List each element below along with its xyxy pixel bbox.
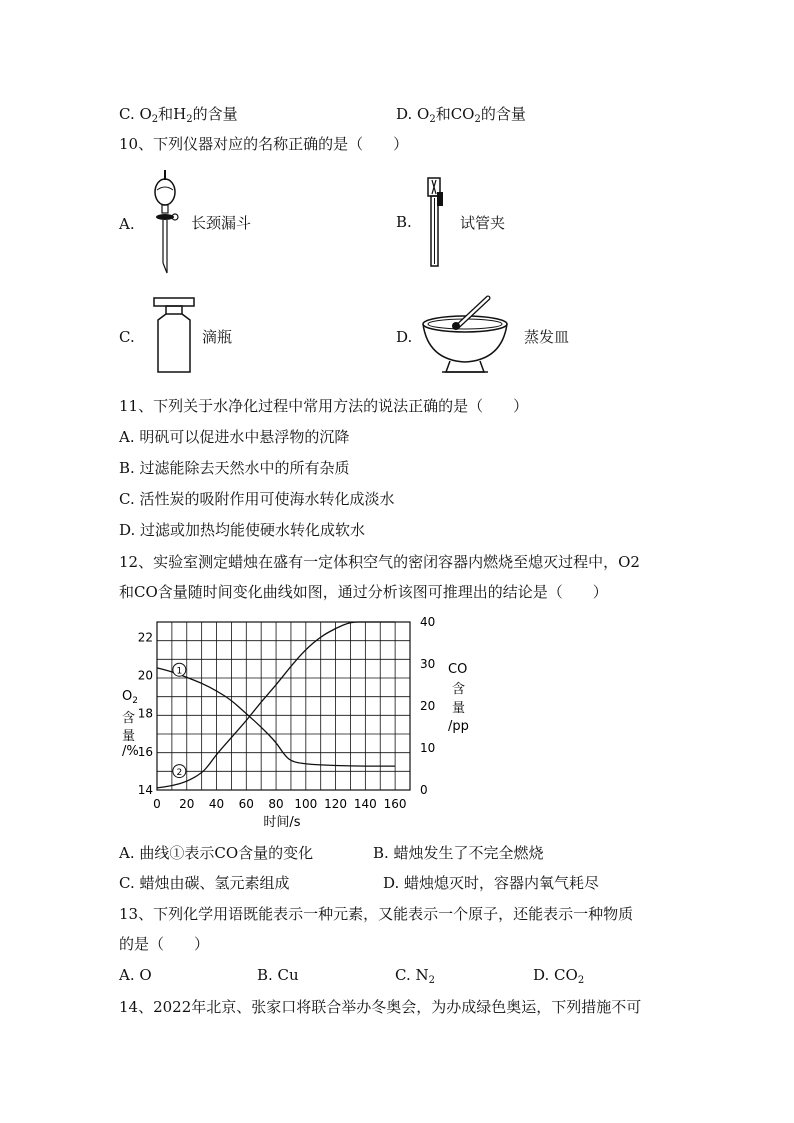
q10-option-c-name: 滴瓶 — [202, 328, 233, 346]
q10-option-d-letter: D. — [396, 328, 413, 346]
q12-option-d: D. 蜡烛熄灭时，容器内氧气耗尽 — [383, 874, 600, 892]
series-marker-label: 1 — [176, 666, 183, 677]
x-tick-label: 20 — [179, 797, 195, 811]
q13-option-d: D. $CO_2$ — [533, 966, 585, 986]
y-axis-right-label — [448, 662, 469, 734]
q13-option-a: A. O — [119, 966, 152, 984]
x-tick-label: 120 — [324, 797, 348, 811]
x-tick-label: 100 — [294, 797, 318, 811]
q13-stem-line2: 的是（ ） — [119, 935, 210, 953]
q9-option-d: D. $O_2$和$CO_2$的含量 — [396, 105, 526, 125]
test-tube-clamp-icon — [424, 176, 446, 268]
chart-grid — [157, 622, 410, 790]
q10-option-a-letter: A. — [119, 215, 135, 233]
svg-text:CO: CO — [448, 662, 468, 677]
svg-text:/%: /% — [122, 744, 139, 759]
q12-stem-line2: 和CO含量随时间变化曲线如图，通过分析该图可推理出的结论是（ ） — [119, 583, 608, 601]
svg-text:量: 量 — [452, 701, 466, 716]
q12-stem-line1: 12、实验室测定蜡烛在盛有一定体积空气的密闭容器内燃烧至熄灭过程中，O2 — [119, 553, 640, 571]
q10-option-b-name: 试管夹 — [460, 214, 506, 232]
y-left-tick-label: 14 — [137, 783, 153, 797]
q11-option-d: D. 过滤或加热均能使硬水转化成软水 — [119, 521, 366, 539]
q11-option-b: B. 过滤能除去天然水中的所有杂质 — [119, 459, 350, 477]
x-tick-label: 140 — [353, 797, 377, 811]
x-tick-label: 80 — [268, 797, 284, 811]
svg-text:含: 含 — [452, 682, 466, 697]
q12-option-c: C. 蜡烛由碳、氢元素组成 — [119, 874, 290, 892]
x-axis-label: 时间/s — [263, 815, 301, 830]
y-left-tick-label: 20 — [137, 668, 153, 683]
o2-co-content-chart — [110, 612, 490, 834]
q11-option-c: C. 活性炭的吸附作用可使海水转化成淡水 — [119, 490, 395, 508]
q9-option-c: C. $O_2$和$H_2$的含量 — [119, 105, 238, 125]
x-tick-label: 60 — [238, 797, 254, 811]
x-tick-label: 0 — [153, 797, 161, 811]
q11-stem: 11、下列关于水净化过程中常用方法的说法正确的是（ ） — [119, 397, 529, 415]
q12-option-a: A. 曲线①表示CO含量的变化 — [119, 844, 314, 862]
q12-option-b: B. 蜡烛发生了不完全燃烧 — [373, 844, 544, 862]
separatory-funnel-icon — [145, 168, 185, 276]
svg-text:含: 含 — [122, 711, 136, 726]
q10-option-b-letter: B. — [396, 213, 412, 231]
svg-text:量: 量 — [122, 729, 136, 744]
plot-frame — [157, 622, 410, 790]
q13-option-b: B. Cu — [257, 966, 299, 984]
q10-option-c-letter: C. — [119, 328, 135, 346]
y-right-tick-label: 20 — [420, 699, 436, 713]
y-left-tick-label: 18 — [137, 706, 153, 721]
x-tick-label: 40 — [208, 797, 225, 811]
q13-stem-line1: 13、下列化学用语既能表示一种元素，又能表示一个原子，还能表示一种物质 — [119, 905, 634, 923]
y-right-tick-label: 10 — [420, 741, 436, 755]
x-tick-label: 160 — [383, 797, 407, 811]
q10-stem: 10、下列仪器对应的名称正确的是（ ） — [119, 135, 409, 153]
q13-option-c: C. $N_2$ — [395, 966, 435, 986]
q11-option-a: A. 明矾可以促进水中悬浮物的沉降 — [119, 428, 350, 446]
wide-mouth-bottle-icon — [150, 296, 200, 376]
y-left-tick-label: 16 — [137, 744, 153, 759]
y-axis-left-label — [122, 689, 139, 759]
q10-option-a-name: 长颈漏斗 — [191, 214, 252, 232]
svg-text:O2: $O_2$ — [122, 689, 138, 706]
y-right-tick-label: 30 — [420, 657, 436, 671]
y-left-tick-label: 22 — [137, 630, 153, 645]
mortar-and-pestle-icon — [420, 294, 512, 380]
series-marker-label: 2 — [176, 768, 183, 779]
y-right-tick-label: 0 — [420, 783, 428, 797]
svg-text:/pp: /pp — [448, 719, 469, 734]
y-right-tick-label: 40 — [420, 615, 436, 629]
q10-option-d-name: 蒸发皿 — [524, 328, 570, 346]
q14-stem-line1: 14、2022年北京、张家口将联合举办冬奥会，为办成绿色奥运，下列措施不可 — [119, 998, 642, 1016]
